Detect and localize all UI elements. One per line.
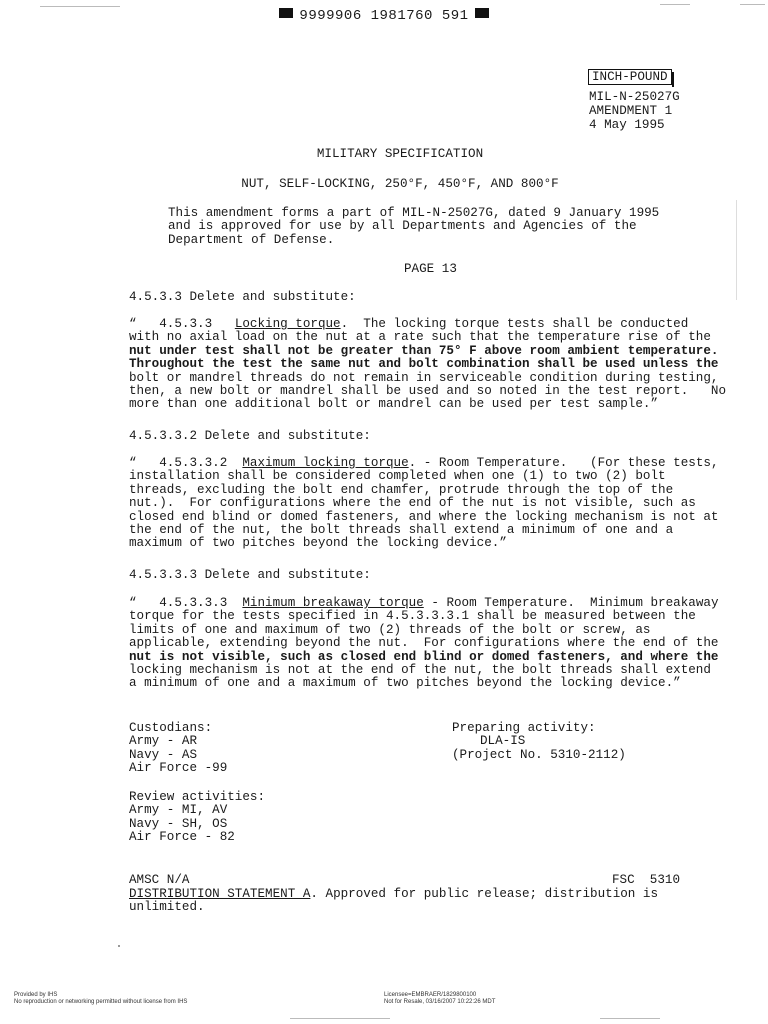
section-line: torque for the tests specified in 4.5.3.3.3.1 shall be measured between the [129, 609, 696, 624]
distribution-label: DISTRIBUTION STATEMENT A [129, 887, 311, 901]
section-line: limits of one and maximum of two (2) threads of the bolt or screw, as [129, 622, 651, 637]
intro-line: Department of Defense. [168, 232, 335, 247]
section-line: the end of the nut, the bolt threads shall extend a minimum of one and a [129, 523, 674, 538]
custodian-item: Army - AR [129, 734, 198, 749]
custodians-label: Custodians: [129, 721, 213, 735]
fsc-code: FSC 5310 [612, 873, 681, 887]
intro-line: This amendment forms a part of MIL-N-25027G, dated 9 January 1995 [168, 206, 660, 220]
scan-artifact [660, 4, 690, 5]
section-line: then, a new bolt or mandrel shall be used and so noted in the test report. No [129, 384, 727, 399]
first-line-rest: . - Room Temperature. (For these tests, [408, 456, 719, 470]
section-first-line [129, 318, 739, 331]
section-line: closed end blind or domed fasteners, and where the locking mechanism is not at [129, 509, 719, 524]
preparing-activity-name: DLA-IS [480, 734, 526, 748]
barcode-block-right [475, 8, 489, 18]
preparing-activity-label: Preparing activity: [452, 721, 596, 735]
review-label: Review activities: [129, 790, 266, 804]
section-first-line [129, 597, 739, 610]
scan-artifact [740, 4, 765, 5]
custodians-block [129, 722, 429, 776]
amendment-date: 4 May 1995 [589, 118, 665, 132]
section-line: maximum of two pitches beyond the locking device.” [129, 536, 507, 551]
section-first-line [129, 457, 739, 470]
scan-artifact [40, 6, 120, 7]
review-item: Army - MI, AV [129, 803, 228, 818]
section-line: threads, excluding the bolt end chamfer, protrude through the top of the [129, 482, 674, 497]
scan-artifact [118, 945, 120, 947]
amendment-number: AMENDMENT 1 [589, 104, 673, 118]
footer-licensee-line: Licensee=EMBRAER/1829800100 [384, 992, 477, 998]
section-line: nut.). For configurations where the end of the nut is not visible, such as [129, 496, 696, 511]
section-heading: Maximum locking torque [242, 456, 409, 470]
spec-number: MIL-N-25027G [589, 90, 680, 104]
quote-lead: “ 4.5.3.3.3 [129, 596, 243, 610]
distribution-text: . Approved for public release; distribution is [310, 887, 659, 901]
review-item: Navy - SH, OS [129, 816, 228, 831]
section-instruction: 4.5.3.3.3 Delete and substitute: [129, 568, 371, 582]
custodian-item: Navy - AS [129, 747, 198, 762]
document-subject-title: NUT, SELF-LOCKING, 250°F, 450°F, AND 800°F [241, 177, 559, 191]
intro-paragraph [168, 207, 768, 247]
first-line-rest: - Room Temperature. Minimum breakaway [423, 596, 719, 610]
review-activities-block [129, 791, 429, 845]
distribution-line [129, 888, 739, 901]
footer-license-notice: No reproduction or networking permitted without license from IHS [14, 999, 188, 1005]
custodian-item: Air Force -99 [129, 761, 228, 776]
section-line: bolt or mandrel threads do not remain in serviceable condition during testing, [129, 370, 719, 385]
barcode-block-left [279, 8, 293, 18]
amsc-code: AMSC N/A [129, 873, 190, 887]
document-type-title: MILITARY SPECIFICATION [316, 147, 484, 161]
section-line: a minimum of one and a maximum of two pitches beyond the locking device.” [129, 676, 681, 691]
page-label: PAGE 13 [404, 262, 457, 276]
section-line: locking mechanism is not at the end of the nut, the bolt threads shall extend [129, 663, 711, 678]
section-line: more than one additional bolt or mandrel can be used per test sample.” [129, 397, 659, 412]
scan-artifact [736, 200, 737, 300]
footer-provider-line: Provided by IHS [14, 992, 58, 998]
section-line: with no axial load on the nut at a rate such that the temperature rise of the [129, 330, 711, 345]
footer-provider [14, 992, 187, 1006]
review-item: Air Force - 82 [129, 830, 235, 845]
section-body [129, 318, 739, 412]
footer-licensee [384, 992, 495, 1006]
project-number: (Project No. 5310-2112) [452, 748, 626, 762]
inch-pound-box: INCH-POUND [588, 69, 672, 85]
section-line: nut under test shall not be greater than 75° F above room ambient temperature. [129, 343, 719, 358]
section-heading: Locking torque [234, 317, 341, 331]
section-line: installation shall be considered completed when one (1) to two (2) bolt [129, 469, 666, 484]
section-body [129, 597, 739, 691]
footer-resale-line: Not for Resale, 03/16/2007 10:22:26 MDT [384, 999, 496, 1005]
section-instruction: 4.5.3.3.2 Delete and substitute: [129, 429, 371, 443]
scan-barcode-header [0, 8, 768, 23]
section-line: nut is not visible, such as closed end blind or domed fasteners, and where the [129, 649, 719, 664]
section-body [129, 457, 739, 551]
section-line: applicable, extending beyond the nut. For configurations where the end of the [129, 636, 719, 651]
distribution-statement [129, 888, 739, 915]
first-line-rest: . The locking torque tests shall be conducted [340, 317, 689, 331]
section-instruction: 4.5.3.3 Delete and substitute: [129, 290, 356, 304]
distribution-line-2: unlimited. [129, 900, 205, 915]
barcode-number: 9999906 1981760 591 [299, 8, 469, 24]
scan-artifact [600, 1018, 660, 1019]
quote-lead: “ 4.5.3.3 [129, 317, 235, 331]
intro-line: and is approved for use by all Departments and Agencies of the [168, 219, 637, 234]
section-heading: Minimum breakaway torque [242, 596, 424, 610]
scan-artifact [290, 1018, 390, 1019]
section-line: Throughout the test the same nut and bolt combination shall be used unless the [129, 357, 719, 372]
quote-lead: “ 4.5.3.3.2 [129, 456, 243, 470]
